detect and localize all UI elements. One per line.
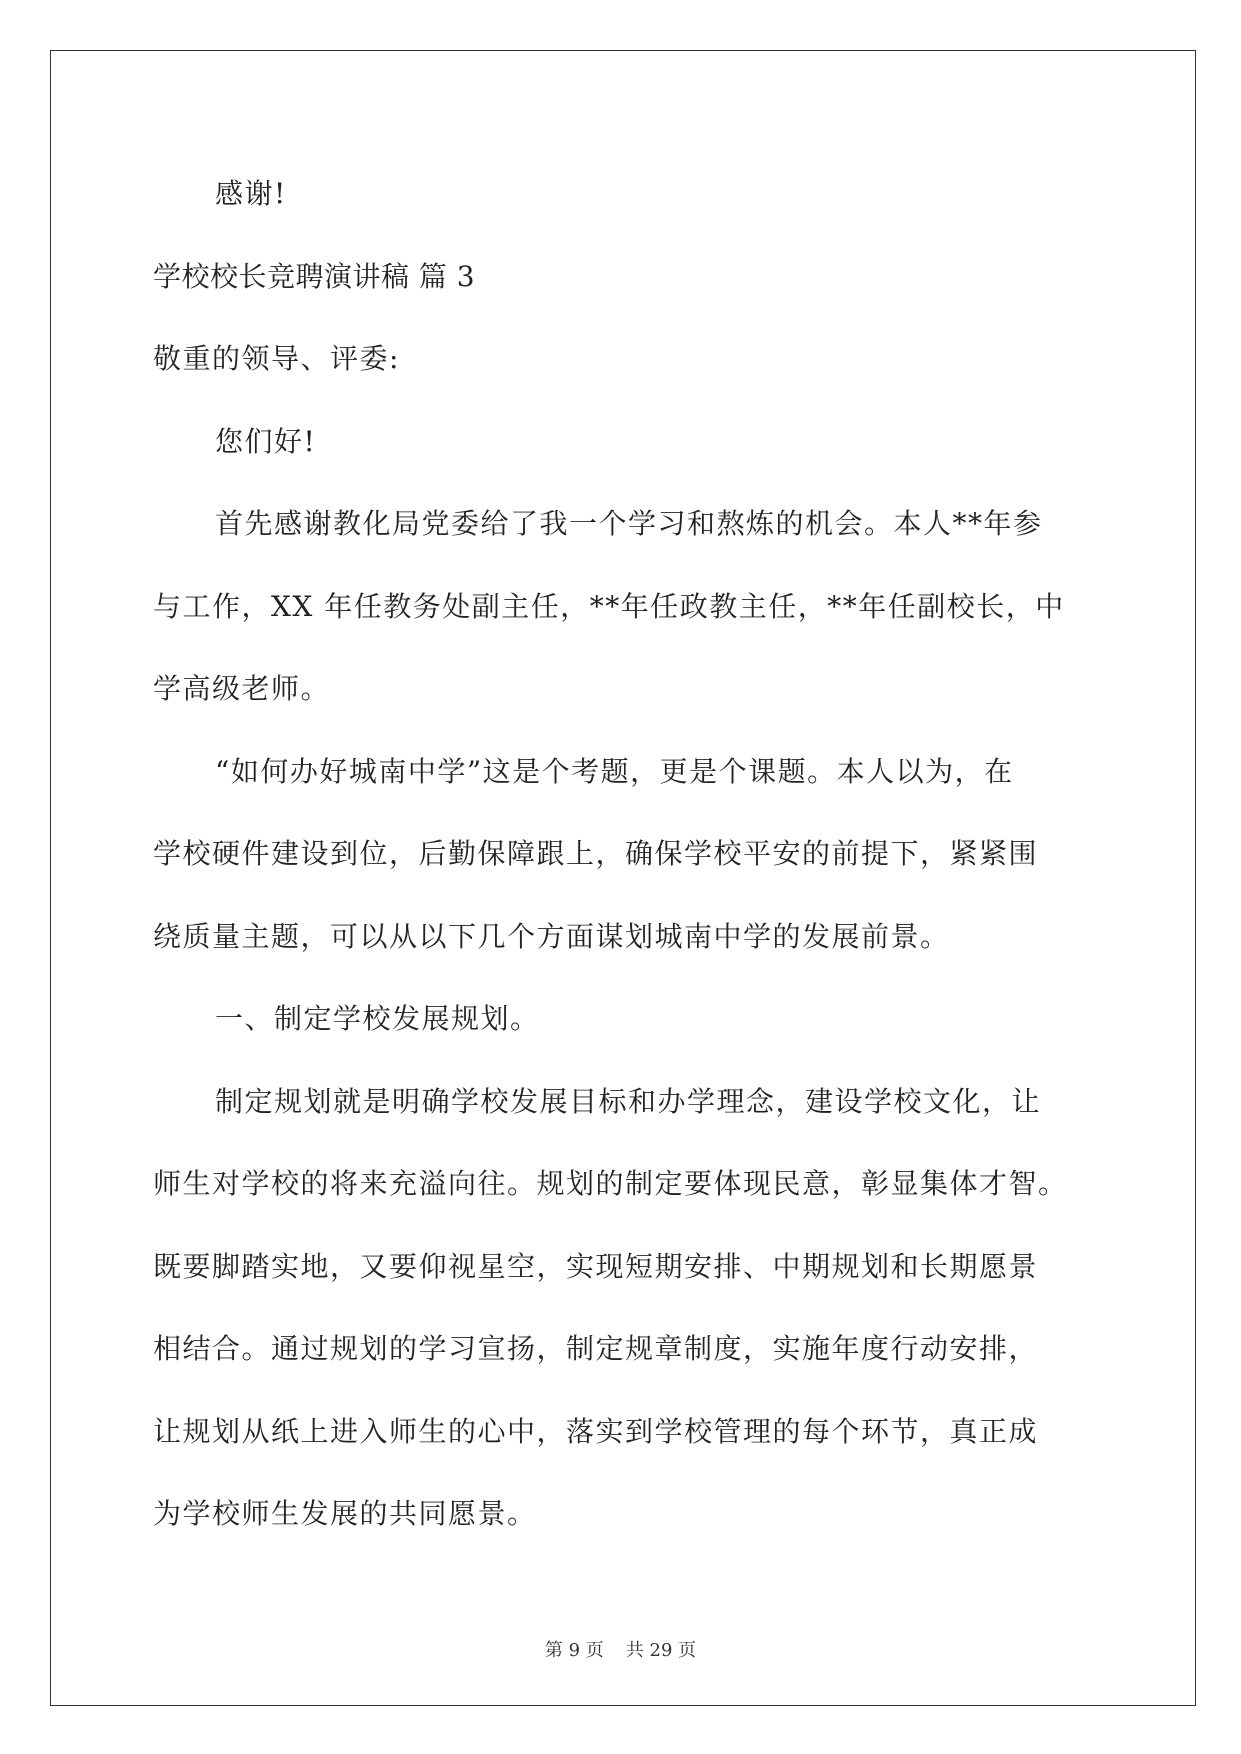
paragraph-line: 师生对学校的将来充溢向往。规划的制定要体现民意，彰显集体才智。 [153, 1167, 1068, 1200]
paragraph-line: 学校硬件建设到位，后勤保障跟上，确保学校平安的前提下，紧紧围 [153, 837, 1039, 870]
paragraph-line: 首先感谢教化局党委给了我一个学习和熬炼的机会。本人**年参 [215, 507, 1043, 540]
document-body [153, 168, 1103, 1571]
subheading-line: 一、制定学校发展规划。 [215, 1002, 540, 1035]
salutation-line: 敬重的领导、评委: [153, 342, 400, 375]
page-number-current: 第 9 页 [544, 1640, 604, 1661]
paragraph-line: 相结合。通过规划的学习宣扬，制定规章制度，实施年度行动安排， [153, 1332, 1039, 1365]
paragraph-line: 绕质量主题，可以从以下几个方面谋划城南中学的发展前景。 [153, 919, 950, 953]
paragraph-line: 既要脚踏实地，又要仰视星空，实现短期安排、中期规划和长期愿景 [153, 1249, 1039, 1283]
paragraph-line: 让规划从纸上进入师生的心中，落实到学校管理的每个环节，真正成 [153, 1414, 1039, 1448]
paragraph-line: 感谢! [215, 177, 287, 210]
page-number-total: 共 29 页 [625, 1640, 697, 1661]
paragraph-line: 与工作，XX 年任教务处副主任，**年任政教主任，**年任副校长，中 [153, 589, 1065, 623]
paragraph-line: 制定规划就是明确学校发展目标和办学理念，建设学校文化，让 [215, 1084, 1042, 1118]
page-footer [0, 1636, 1241, 1662]
paragraph-line: 学高级老师。 [153, 672, 331, 705]
paragraph-line: 为学校师生发展的共同愿景。 [153, 1497, 537, 1530]
section-title: 学校校长竞聘演讲稿 篇 3 [153, 259, 476, 293]
greeting-line: 您们好! [215, 424, 317, 458]
paragraph-line: “如何办好城南中学”这是个考题，更是个课题。本人以为，在 [215, 754, 1014, 788]
